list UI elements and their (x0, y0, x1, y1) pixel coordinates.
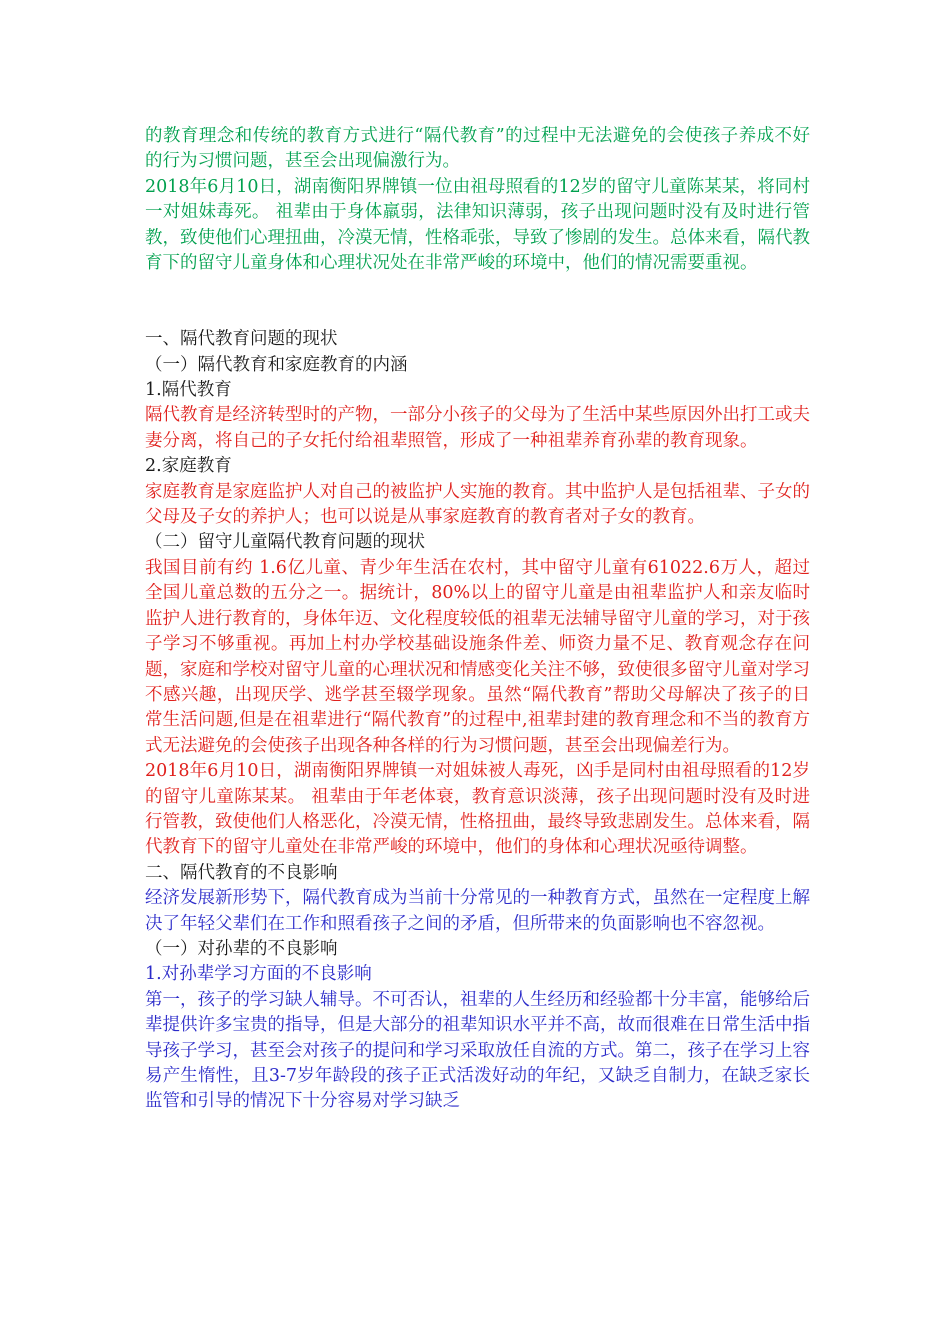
status-paragraph-2: 2018年6月10日，湖南衡阳界牌镇一对姐妹被人毒死，凶手是同村由祖母照看的12岁的留守儿童陈某某。 祖辈由于年老体衰，教育意识淡薄，孩子出现问题时没有及时进行管教，致使他们人格恶化，冷漠无情，性格扭曲，最终导致悲剧发生。总体来看，隔代教育下的留守儿童处在非常严峻的环境中，他们的身体和心理状况亟待调整。 (145, 761, 810, 858)
section-1-subheading-1: （一）隔代教育和家庭教育的内涵 (145, 354, 408, 375)
section-1-heading: 一、隔代教育问题的现状 (145, 329, 338, 350)
item-1-title: 1.隔代教育 (145, 380, 232, 401)
paragraph-top-1: 的教育理念和传统的教育方式进行“隔代教育”的过程中无法避免的会使孩子养成不好的行为习惯问题，甚至会出现偏激行为。 (145, 126, 810, 172)
item-2-text: 家庭教育是家庭监护人对自己的被监护人实施的教育。其中监护人是包括祖辈、子女的父母及子女的养护人；也可以说是从事家庭教育的教育者对子女的教育。 (145, 481, 810, 528)
status-paragraph-1: 我国目前有约 1.6亿儿童、青少年生活在农村，其中留守儿童有61022.6万人，超过全国儿童总数的五分之一。据统计，80%以上的留守儿童是由祖辈监护人和亲友临时监护人进行教育的，身体年迈、文化程度较低的祖辈无法辅导留守儿童的学习，对于孩子学习不够重视。再加上村办学校基础设施条件差、师资力量不足、教育观念存在问题，家庭和学校对留守儿童的心理状况和情感变化关注不够，致使很多留守儿童对学习不感兴趣，出现厌学、逃学甚至辍学现象。虽然“隔代教育”帮助父母解决了孩子的日常生活问题,但是在祖辈进行“隔代教育”的过程中,祖辈封建的教育理念和不当的教育方式无法避免的会使孩子出现各种各样的行为习惯问题，甚至会出现偏差行为。 (145, 557, 810, 756)
section-1-subheading-2: （二）留守儿童隔代教育问题的现状 (145, 532, 425, 553)
section-2-intro: 经济发展新形势下，隔代教育成为当前十分常见的一种教育方式，虽然在一定程度上解决了年轻父辈们在工作和照看孩子之间的矛盾，但所带来的负面影响也不容忽视。 (145, 888, 810, 934)
paragraph-top-2: 2018年6月10日，湖南衡阳界牌镇一位由祖母照看的12岁的留守儿童陈某某，将同村一对姐妹毒死。 祖辈由于身体羸弱，法律知识薄弱，孩子出现问题时没有及时进行管教，致使他们心理扭曲，冷漠无情，性格乖张，导致了惨剧的发生。总体来看，隔代教育下的留守儿童身体和心理状况处在非常严峻的环境中，他们的情况需要重视。 (145, 176, 810, 274)
section-2-heading: 二、隔代教育的不良影响 (145, 862, 338, 883)
document-body (145, 124, 810, 1115)
section-2-subheading-1: （一）对孙辈的不良影响 (145, 938, 338, 959)
section-2-item-1-title: 1.对孙辈学习方面的不良影响 (145, 964, 372, 985)
item-1-text: 隔代教育是经济转型时的产物，一部分小孩子的父母为了生活中某些原因外出打工或夫妻分离，将自己的子女托付给祖辈照管，形成了一种祖辈养育孙辈的教育现象。 (145, 405, 810, 451)
item-2-title: 2.家庭教育 (145, 456, 232, 477)
section-2-item-1-text: 第一，孩子的学习缺人辅导。不可否认，祖辈的人生经历和经验都十分丰富，能够给后辈提供许多宝贵的指导，但是大部分的祖辈知识水平并不高，故而很难在日常生活中指导孩子学习，甚至会对孩子的提问和学习采取放任自流的方式。第二，孩子在学习上容易产生惰性，且3-7岁年龄段的孩子正式活泼好动的年纪，又缺乏自制力，在缺乏家长监管和引导的情况下十分容易对学习缺乏 (145, 989, 810, 1112)
blank-space (145, 276, 810, 327)
